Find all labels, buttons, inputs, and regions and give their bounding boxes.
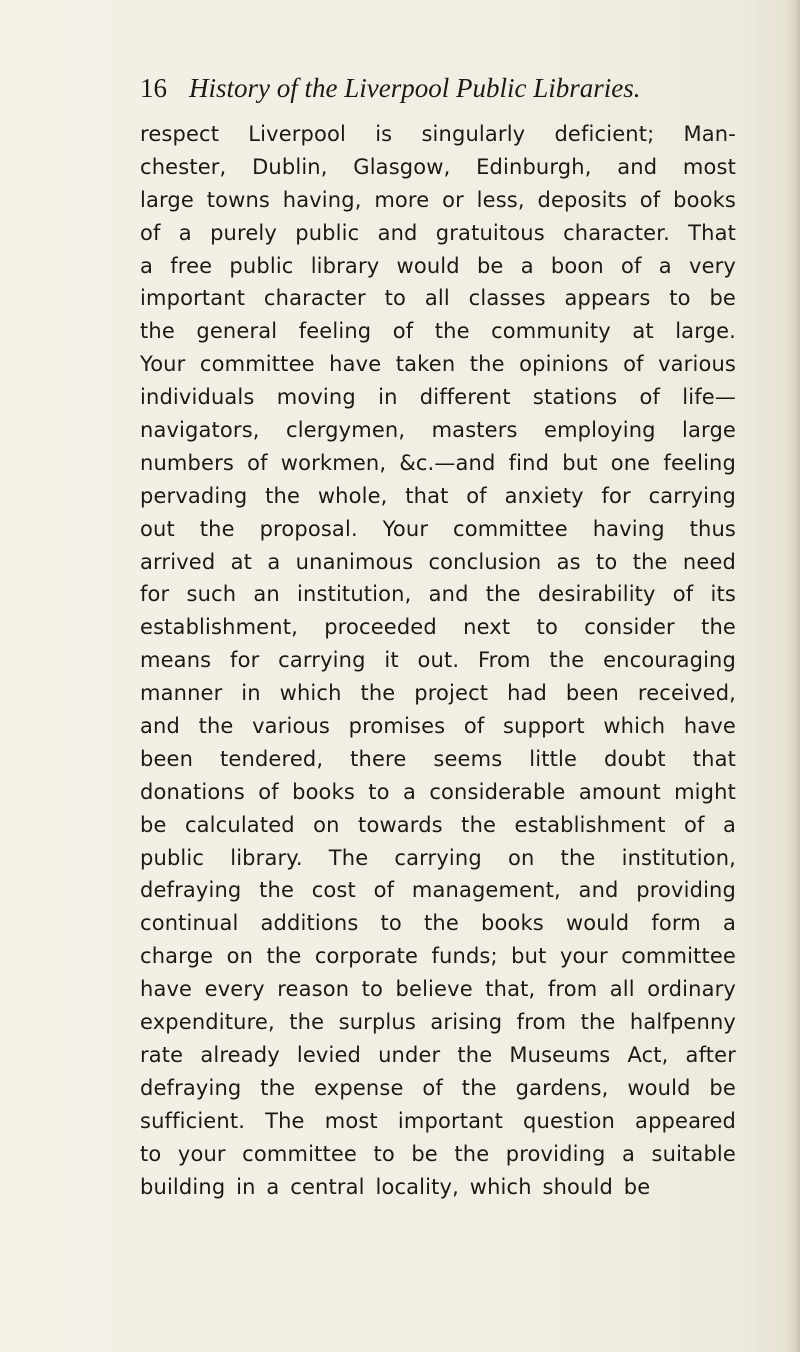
text-line: charge on the corporate funds; but your committee	[140, 944, 736, 969]
text-line: been tendered, there seems little doubt that	[140, 746, 736, 771]
text-line: individuals moving in different stations of life—	[140, 385, 736, 410]
text-line: Your committee have taken the opinions of various	[140, 352, 736, 377]
text-line: arrived at a unanimous conclusion as to the need	[140, 549, 736, 574]
text-line: continual additions to the books would form a	[140, 911, 736, 936]
text-line: respect Liverpool is singularly deficient; Man-	[140, 122, 736, 146]
text-line: be calculated on towards the establishment of a	[140, 812, 736, 837]
text-line: expenditure, the surplus arising from the halfpenny	[140, 1010, 736, 1035]
text-line: have every reason to believe that, from all ordinary	[140, 977, 736, 1002]
text-line: defraying the cost of management, and providing	[140, 878, 736, 903]
page-edge-shadow	[786, 0, 800, 1352]
running-title: History of the Liverpool Public Libraries.	[189, 73, 641, 103]
text-line: out the proposal. Your committee having thus	[140, 516, 736, 541]
text-line: manner in which the project had been received,	[140, 681, 736, 706]
text-line: establishment, proceeded next to consider the	[140, 615, 736, 640]
body-text	[140, 118, 736, 1203]
text-line: important character to all classes appears to be	[140, 286, 736, 311]
text-line: pervading the whole, that of anxiety for carrying	[140, 483, 736, 508]
running-header	[140, 68, 740, 108]
text-line: a free public library would be a boon of a very	[140, 253, 736, 278]
text-line: donations of books to a considerable amount might	[140, 779, 736, 804]
text-line: numbers of workmen, &c.—and find but one feeling	[140, 450, 736, 475]
text-line: the general feeling of the community at large.	[140, 319, 736, 344]
text-line: chester, Dublin, Glasgow, Edinburgh, and most	[140, 154, 736, 179]
text-line: public library. The carrying on the institution,	[140, 845, 736, 870]
text-line: means for carrying it out. From the encouraging	[140, 648, 736, 673]
text-line: sufficient. The most important question appeared	[140, 1108, 736, 1133]
text-line: defraying the expense of the gardens, would be	[140, 1075, 736, 1100]
text-line: navigators, clergymen, masters employing large	[140, 418, 736, 443]
text-line: for such an institution, and the desirability of its	[140, 582, 736, 607]
text-line: to your committee to be the providing a suitable	[140, 1141, 736, 1166]
text-line: large towns having, more or less, deposits of books	[140, 187, 736, 212]
text-line: rate already levied under the Museums Act, after	[140, 1042, 736, 1067]
page-number: 16	[140, 73, 167, 103]
text-line: building in a central locality, which should be	[140, 1174, 651, 1199]
text-line: of a purely public and gratuitous character. That	[140, 220, 736, 245]
text-line: and the various promises of support which have	[140, 714, 736, 739]
